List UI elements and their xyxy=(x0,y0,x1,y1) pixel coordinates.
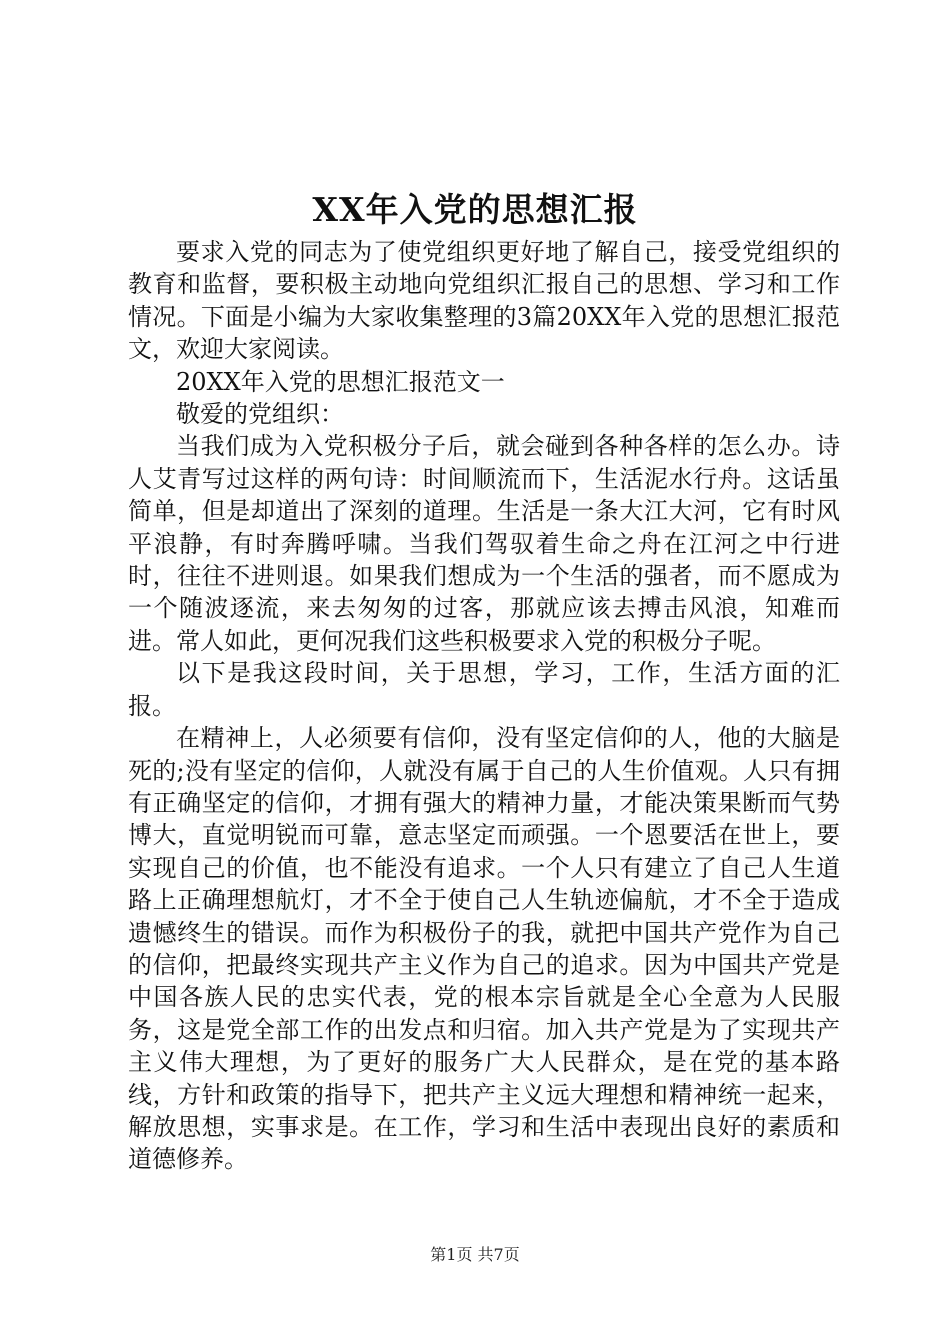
document-body xyxy=(128,236,840,1176)
page-footer: 第1页 共7页 xyxy=(430,1245,520,1264)
salutation: 敬爱的党组织： xyxy=(176,400,344,429)
body-paragraph: 以下是我这段时间，关于思想，学习，工作，生活方面的汇报。 xyxy=(128,659,840,720)
page-title: XX年入党的思想汇报 xyxy=(312,190,638,229)
intro-paragraph: 要求入党的同志为了使党组织更好地了解自己，接受党组织的教育和监督，要积极主动地向党组织汇报自己的思想、学习和工作情况。下面是小编为大家收集整理的3篇20XX年入党的思想汇报范文，欢迎大家阅读。 xyxy=(128,238,840,364)
body-paragraph: 当我们成为入党积极分子后，就会碰到各种各样的怎么办。诗人艾青写过这样的两句诗：时间顺流而下，生活泥水行舟。这话虽简单，但是却道出了深刻的道理。生活是一条大江大河，它有时风平浪静，有时奔腾呼啸。当我们驾驭着生命之舟在江河之中行进时，往往不进则退。如果我们想成为一个生活的强者，而不愿成为一个随波逐流，来去匆匆的过客，那就应该去搏击风浪，知难而进。常人如此，更何况我们这些积极要求入党的积极分子呢。 xyxy=(128,432,840,655)
section-heading: 20XX年入党的思想汇报范文一 xyxy=(176,367,505,396)
body-paragraph: 在精神上，人必须要有信仰，没有坚定信仰的人，他的大脑是死的;没有坚定的信仰，人就没有属于自己的人生价值观。人只有拥有正确坚定的信仰，才拥有强大的精神力量，才能决策果断而气势博大，直觉明锐而可靠，意志坚定而顽强。一个恩要活在世上，要实现自己的价值，也不能没有追求。一个人只有建立了自己人生道路上正确理想航灯，才不全于使自己人生轨迹偏航，才不全于造成遗憾终生的错误。而作为积极份子的我，就把中国共产党作为自己的信仰，把最终实现共产主义作为自己的追求。因为中国共产党是中国各族人民的忠实代表，党的根本宗旨就是全心全意为人民服务，这是党全部工作的出发点和归宿。加入共产党是为了实现共产主义伟大理想，为了更好的服务广大人民群众，是在党的基本路线，方针和政策的指导下，把共产主义远大理想和精神统一起来，解放思想，实事求是。在工作，学习和生活中表现出良好的素质和道德修养。 xyxy=(128,724,840,1174)
